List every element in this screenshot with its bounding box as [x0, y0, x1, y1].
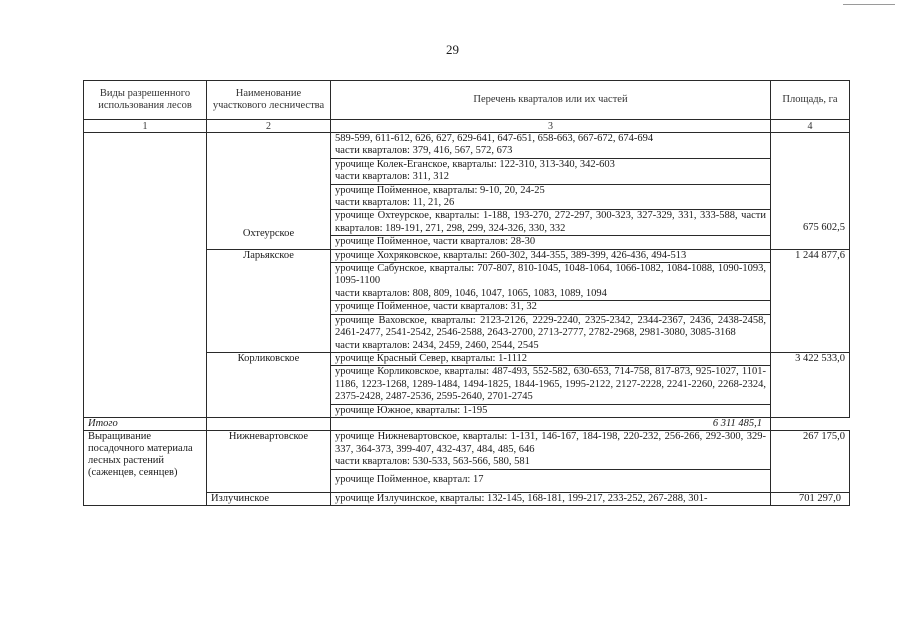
header-quarters: Перечень кварталов или их частей — [331, 81, 771, 120]
page-number: 29 — [446, 42, 459, 57]
area-cell: 3 422 533,0 — [771, 352, 850, 417]
column-number: 2 — [207, 120, 331, 133]
header-area: Площадь, га — [771, 81, 850, 120]
quarters-cell: урочище Сабунское, кварталы: 707-807, 810-1045, 1048-1064, 1066-1082, 1084-1088, 1090-1093, 1095-1100 части кварталов: 808, 809, 1046, 1047, 1065, 1083, 1089, 1094 — [331, 263, 771, 301]
quarters-cell: урочище Пойменное, кварталы: 9-10, 20, 24-25 части кварталов: 11, 21, 26 — [331, 184, 771, 210]
forestry-name-cell: Излучинское — [207, 492, 331, 505]
column-number: 3 — [331, 120, 771, 133]
forestry-name-cell: Нижневартовское — [207, 431, 331, 492]
quarters-cell: урочище Пойменное, части кварталов: 31, 32 — [331, 301, 771, 314]
quarters-cell: 589-599, 611-612, 626, 627, 629-641, 647-651, 658-663, 667-672, 674-694 части кварталов: 379, 416, 567, 572, 673 — [331, 133, 771, 159]
forestry-name-cell: Ларьякское — [207, 249, 331, 352]
quarters-cell: урочище Охтеурское, кварталы: 1-188, 193-270, 272-297, 300-323, 327-329, 331, 333-588, части кварталов: 189-191, 271, 298, 299, 324-326, 330, 332 — [331, 210, 771, 236]
table-row — [84, 431, 850, 469]
column-number: 4 — [771, 120, 850, 133]
forest-use-table — [83, 80, 850, 506]
header-forestry-name: Наименование участкового лесничества — [207, 81, 331, 120]
total-value: 6 311 485,1 — [331, 417, 771, 430]
area-cell: 1 244 877,6 — [771, 249, 850, 352]
quarters-cell: урочище Колек-Еганское, кварталы: 122-310, 313-340, 342-603 части кварталов: 311, 312 — [331, 158, 771, 184]
column-number-row — [84, 120, 850, 133]
quarters-cell: урочище Южное, кварталы: 1-195 — [331, 404, 771, 417]
area-cell: 701 297,0 — [771, 492, 850, 505]
header-use-type: Виды разрешенного использования лесов — [84, 81, 207, 120]
table-row — [84, 133, 850, 159]
quarters-cell: урочище Ваховское, кварталы: 2123-2126, 2229-2240, 2325-2342, 2344-2367, 2436, 2438-2458, 2461-2477, 2541-2542, 2546-2588, 2643-2700, 2713-2777, 2782-2968, 2981-3080, 3085-3168 части кварталов: 2434, 2459, 2460, 2544, 2545 — [331, 314, 771, 352]
quarters-cell: урочище Излучинское, кварталы: 132-145, 168-181, 199-217, 233-252, 267-288, 301- — [331, 492, 771, 505]
quarters-cell: урочище Пойменное, квартал: 17 — [331, 469, 771, 492]
header-row — [84, 81, 850, 120]
forestry-name-cell: Охтеурское — [207, 133, 331, 250]
column-number: 1 — [84, 120, 207, 133]
use-type-cell-empty — [84, 133, 207, 418]
total-label: Итого — [84, 417, 207, 430]
total-quarters-empty — [207, 417, 331, 430]
quarters-cell: урочище Корликовское, кварталы: 487-493, 552-582, 630-653, 714-758, 817-873, 925-1027, 1101-1186, 1223-1268, 1289-1484, 1494-1825, 1844-1965, 1995-2122, 2127-2228, 2241-2260, 2268-2324, 2375-2428, 2487-2536, 2595-2640, 2701-2745 — [331, 366, 771, 404]
total-row — [84, 417, 850, 430]
quarters-cell: урочище Нижневартовское, кварталы: 1-131, 146-167, 184-198, 220-232, 256-266, 292-300, 329-337, 364-373, 399-407, 432-437, 484, 485, 646 части кварталов: 530-533, 563-566, 580, 581 — [331, 431, 771, 469]
area-cell: 675 602,5 — [771, 133, 850, 250]
corner-mark — [843, 4, 895, 5]
forestry-name-cell: Корликовское — [207, 352, 331, 417]
quarters-cell: урочище Хохряковское, кварталы: 260-302, 344-355, 389-399, 426-436, 494-513 — [331, 249, 771, 262]
use-type-cell: Выращивание посадочного материала лесных растений (саженцев, сеянцев) — [84, 431, 207, 506]
quarters-cell: урочище Пойменное, части кварталов: 28-30 — [331, 236, 771, 249]
area-cell: 267 175,0 — [771, 431, 850, 492]
quarters-cell: урочище Красный Север, кварталы: 1-1112 — [331, 352, 771, 365]
